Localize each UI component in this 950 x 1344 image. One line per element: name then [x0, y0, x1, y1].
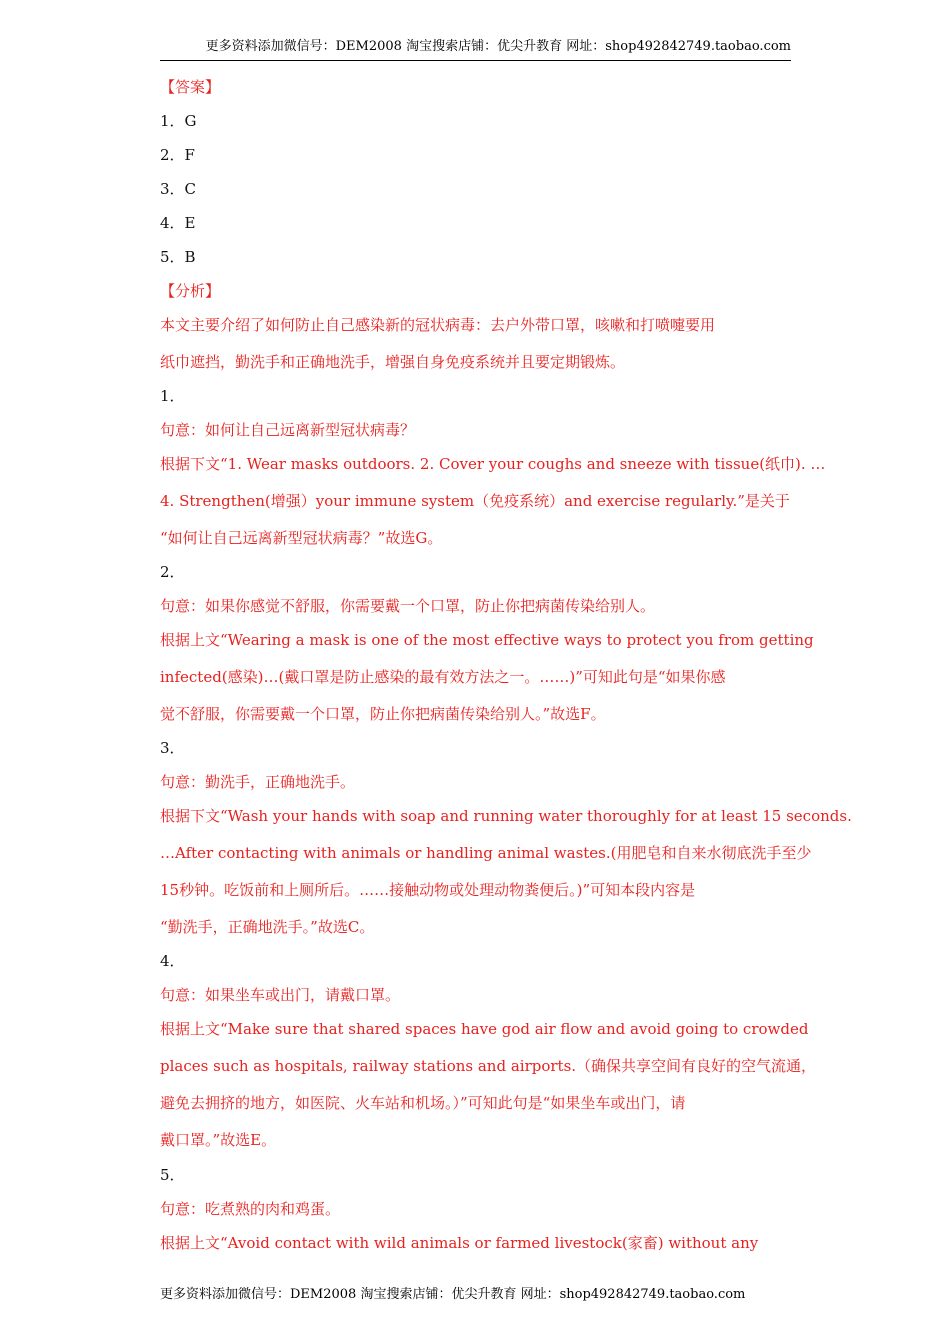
answer-item-1: 1．G — [160, 112, 197, 130]
q5-line-1: 根据上文“Avoid contact with wild animals or farmed livestock(家畜) without any — [160, 1234, 759, 1252]
q5-number: 5． — [160, 1166, 185, 1184]
summary-line-1: 本文主要介绍了如何防止自己感染新的冠状病毒：去户外带口罩，咳嗽和打喷嚏要用 — [160, 316, 716, 334]
q3-line-2: …After contacting with animals or handling animal wastes.(用肥皂和自来水彻底洗手至少 — [160, 844, 812, 862]
q5-meaning: 句意：吃煮熟的肉和鸡蛋。 — [160, 1200, 341, 1218]
q1-number: 1． — [160, 387, 185, 405]
page-header: 更多资料添加微信号：DEM2008 淘宝搜索店铺：优尖升教育 网址：shop492842749.taobao.com — [160, 38, 791, 61]
q4-number: 4． — [160, 952, 185, 970]
q3-line-1: 根据下文“Wash your hands with soap and running water thoroughly for at least 15 seconds. — [160, 807, 852, 825]
q4-line-3: 避免去拥挤的地方，如医院、火车站和机场。）”可知此句是“如果坐车或出门，请 — [160, 1094, 686, 1112]
page-footer: 更多资料添加微信号：DEM2008 淘宝搜索店铺：优尖升教育 网址：shop492842749.taobao.com — [160, 1287, 746, 1302]
answer-item-2: 2．F — [160, 146, 195, 164]
q1-line-2: 4. Strengthen(增强）your immune system（免疫系统）and exercise regularly.”是关于 — [160, 492, 790, 510]
summary-line-2: 纸巾遮挡，勤洗手和正确地洗手，增强自身免疫系统并且要定期锻炼。 — [160, 353, 626, 371]
q1-meaning: 句意：如何让自己远离新型冠状病毒？ — [160, 421, 416, 439]
q2-line-1: 根据上文“Wearing a mask is one of the most effective ways to protect you from getting — [160, 631, 814, 649]
q1-line-1: 根据下文“1. Wear masks outdoors. 2. Cover your coughs and sneeze with tissue(纸巾). … — [160, 455, 826, 473]
q1-line-3: “如何让自己远离新型冠状病毒？”故选G。 — [160, 529, 443, 547]
q3-number: 3． — [160, 739, 185, 757]
answer-item-4: 4．E — [160, 214, 196, 232]
q4-line-2: places such as hospitals, railway stations and airports.（确保共享空间有良好的空气流通， — [160, 1057, 817, 1075]
q3-line-4: “勤洗手，正确地洗手。”故选C。 — [160, 918, 375, 936]
q3-line-3: 15秒钟。吃饭前和上厕所后。……接触动物或处理动物粪便后。)”可知本段内容是 — [160, 881, 696, 899]
answer-item-3: 3．C — [160, 180, 197, 198]
answer-item-5: 5．B — [160, 248, 196, 266]
q4-meaning: 句意：如果坐车或出门，请戴口罩。 — [160, 986, 401, 1004]
q4-line-4: 戴口罩。”故选E。 — [160, 1131, 277, 1149]
q4-line-1: 根据上文“Make sure that shared spaces have god air flow and avoid going to crowded — [160, 1020, 809, 1038]
answer-heading: 【答案】 — [160, 78, 221, 96]
q2-line-3: 觉不舒服，你需要戴一个口罩，防止你把病菌传染给别人。”故选F。 — [160, 705, 606, 723]
q2-meaning: 句意：如果你感觉不舒服，你需要戴一个口罩，防止你把病菌传染给别人。 — [160, 597, 656, 615]
q2-number: 2． — [160, 563, 185, 581]
q3-meaning: 句意：勤洗手，正确地洗手。 — [160, 773, 356, 791]
analysis-heading: 【分析】 — [160, 282, 221, 300]
q2-line-2: infected(感染)…(戴口罩是防止感染的最有效方法之一。……)”可知此句是“如果你感 — [160, 668, 726, 686]
